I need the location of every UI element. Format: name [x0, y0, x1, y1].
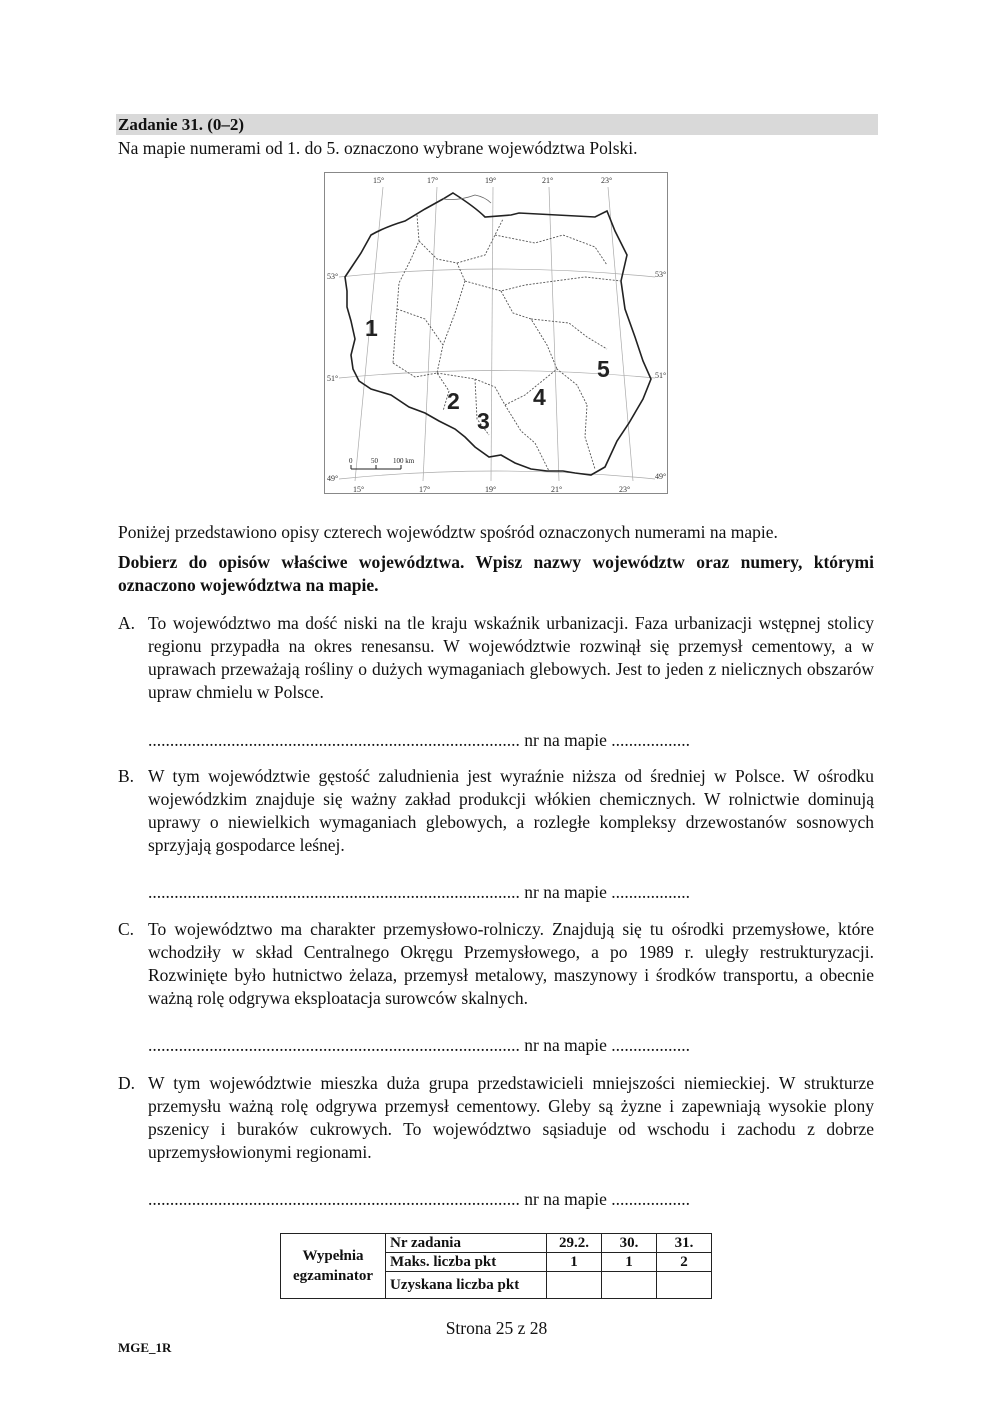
item-a — [118, 612, 874, 704]
map-label-left: 49° — [327, 474, 339, 483]
obtained-points-cell[interactable] — [547, 1272, 602, 1299]
max-points: 1 — [602, 1253, 657, 1272]
svg-text:0: 0 — [349, 457, 353, 465]
obtained-points-cell[interactable] — [657, 1272, 712, 1299]
map-label-top: 23° — [601, 176, 613, 185]
svg-text:100 km: 100 km — [393, 457, 415, 465]
region-number-3: 3 — [477, 408, 490, 434]
max-points: 2 — [657, 1253, 712, 1272]
answer-line-b[interactable]: ..................................................................................... nr na mapie .................. — [148, 882, 690, 902]
max-points: 1 — [547, 1253, 602, 1272]
task-intro: Na mapie numerami od 1. do 5. oznaczono wybrane województwa Polski. — [118, 138, 638, 158]
map-label-bottom: 23° — [619, 485, 631, 494]
score-table — [280, 1233, 712, 1299]
item-text: To województwo ma charakter przemysłowo-rolniczy. Znajdują się tu ośrodki przemysłowe, które wchodziły w skład Centralnego Okręgu Przemysłowego, a po 1989 r. uległy restrukturyzacji. Rozwinięte było hutnictwo żelaza, przemysł metalowy, maszynowy i środków transportu, a obecnie ważną rolę odgrywa eksploatacja surowców skalnych. — [148, 919, 874, 1008]
map-label-top: 21° — [542, 176, 554, 185]
graticule — [339, 187, 655, 481]
page-number: Strona 25 z 28 — [445, 1318, 548, 1338]
poland-border — [345, 193, 651, 475]
region-number-4: 4 — [533, 384, 546, 410]
description-text: Poniżej przedstawiono opisy czterech województw spośród oznaczonych numerami na mapie. — [118, 522, 778, 542]
map-label-bottom: 21° — [551, 485, 563, 494]
obtained-points-cell[interactable] — [602, 1272, 657, 1299]
map-label-left: 53° — [327, 272, 339, 281]
task-number: 31. — [657, 1234, 712, 1253]
map-of-poland — [324, 172, 668, 494]
item-letter: A. — [118, 613, 136, 633]
map-label-bottom: 15° — [353, 485, 365, 494]
svg-text:50: 50 — [371, 457, 378, 465]
region-number-5: 5 — [597, 356, 610, 382]
task-number: 29.2. — [547, 1234, 602, 1253]
item-c — [118, 918, 874, 1010]
scale-bar — [349, 457, 415, 469]
map-label-top: 15° — [373, 176, 385, 185]
map-label-right: 49° — [655, 472, 667, 481]
map-label-right: 51° — [655, 371, 667, 380]
item-letter: B. — [118, 766, 135, 786]
region-number-2: 2 — [447, 388, 460, 414]
instruction-text: Dobierz do opisów właściwe województwa. Wpisz nazwy województw oraz numery, którymi oznaczono województwa na mapie. — [118, 552, 874, 595]
map-label-top: 19° — [485, 176, 497, 185]
item-text: W tym województwie mieszka duża grupa przedstawicieli mniejszości niemieckiej. W strukturze przemysłu ważną rolę odgrywa przemysł cementowy. Gleby są żyzne i zapewniają wysokie plony pszenicy i buraków cukrowych. To województwo sąsiaduje od wschodu i zachodu z dobrze uprzemysłowionymi regionami. — [148, 1073, 874, 1162]
item-text: To województwo ma dość niski na tle kraju wskaźnik urbanizacji. Faza urbanizacji wstępnej stolicy regionu przypadła na okres renesansu. W województwie rozwinął się przemysł cementowy, a w uprawach przeważają rośliny o dużych wymaganiach glebowych. Jest to jeden z nielicznych obszarów upraw chmielu w Polsce. — [148, 613, 874, 702]
map-label-bottom: 17° — [419, 485, 431, 494]
map-label-right: 53° — [655, 270, 667, 279]
task-header: Zadanie 31. (0–2) — [116, 114, 878, 135]
voivodeship-borders — [393, 215, 621, 471]
region-number-1: 1 — [365, 315, 378, 341]
item-letter: C. — [118, 919, 135, 939]
row-label: Uzyskana liczba pkt — [386, 1272, 547, 1299]
exam-code: MGE_1R — [118, 1340, 172, 1355]
item-d — [118, 1072, 874, 1164]
map-label-left: 51° — [327, 374, 339, 383]
answer-line-c[interactable]: ..................................................................................... nr na mapie .................. — [148, 1035, 690, 1055]
answer-line-d[interactable]: ..................................................................................... nr na mapie .................. — [148, 1189, 690, 1209]
map-label-top: 17° — [427, 176, 439, 185]
task-number: 30. — [602, 1234, 657, 1253]
examiner-cell: Wypełnia egzaminator — [281, 1234, 386, 1299]
row-label: Maks. liczba pkt — [386, 1253, 547, 1272]
row-label: Nr zadania — [386, 1234, 547, 1253]
map-label-bottom: 19° — [485, 485, 497, 494]
item-b — [118, 765, 874, 857]
item-letter: D. — [118, 1073, 136, 1093]
map-svg — [325, 173, 669, 495]
item-text: W tym województwie gęstość zaludnienia jest wyraźnie niższa od średniej w Polsce. W ośrodku wojewódzkim znajduje się ważny zakład produkcji włókien chemicznych. W rolnictwie dominują uprawy o niewielkich wymaganiach glebowych, a rozległe kompleksy drzewostanów sosnowych sprzyjają gospodarce leśnej. — [148, 766, 874, 855]
answer-line-a[interactable]: ..................................................................................... nr na mapie .................. — [148, 730, 690, 750]
